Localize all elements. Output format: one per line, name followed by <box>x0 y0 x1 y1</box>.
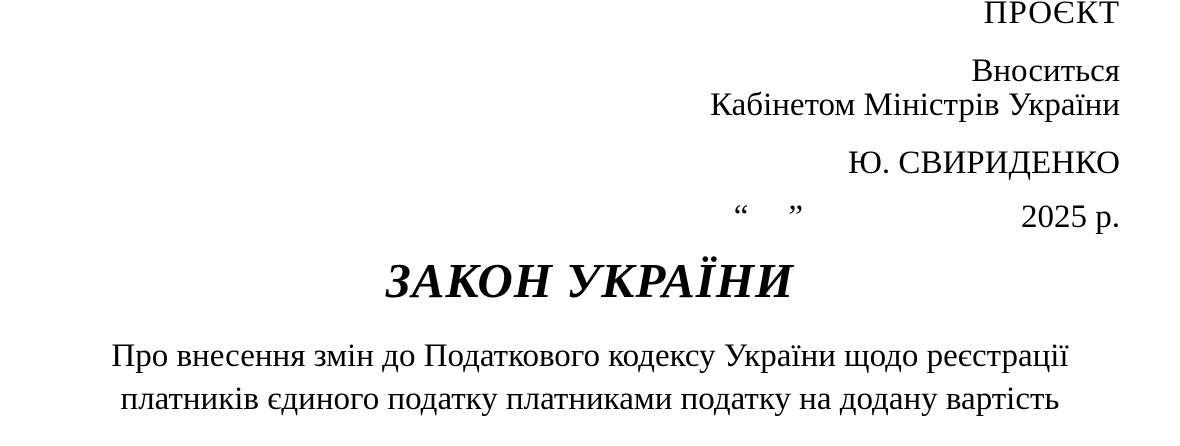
date-quote-open: “ <box>733 199 749 235</box>
signatory-name: Ю. СВИРИДЕНКО <box>848 145 1120 181</box>
draft-stamp: ПРОЄКТ <box>983 0 1120 31</box>
date-quote-close: ” <box>788 199 803 235</box>
law-title: ЗАКОН УКРАЇНИ <box>385 253 795 308</box>
date-year: 2025 р. <box>1021 199 1120 235</box>
law-subtitle: Про внесення змін до Податкового кодексу України щодо реєстрації платників єдиного податку платниками податку на додану вартість <box>111 338 1069 417</box>
submission-line-1: Вноситься <box>971 53 1120 89</box>
submission-line-2: Кабінетом Міністрів України <box>710 87 1120 123</box>
submission-block <box>0 54 1180 122</box>
date-line <box>0 200 1180 234</box>
